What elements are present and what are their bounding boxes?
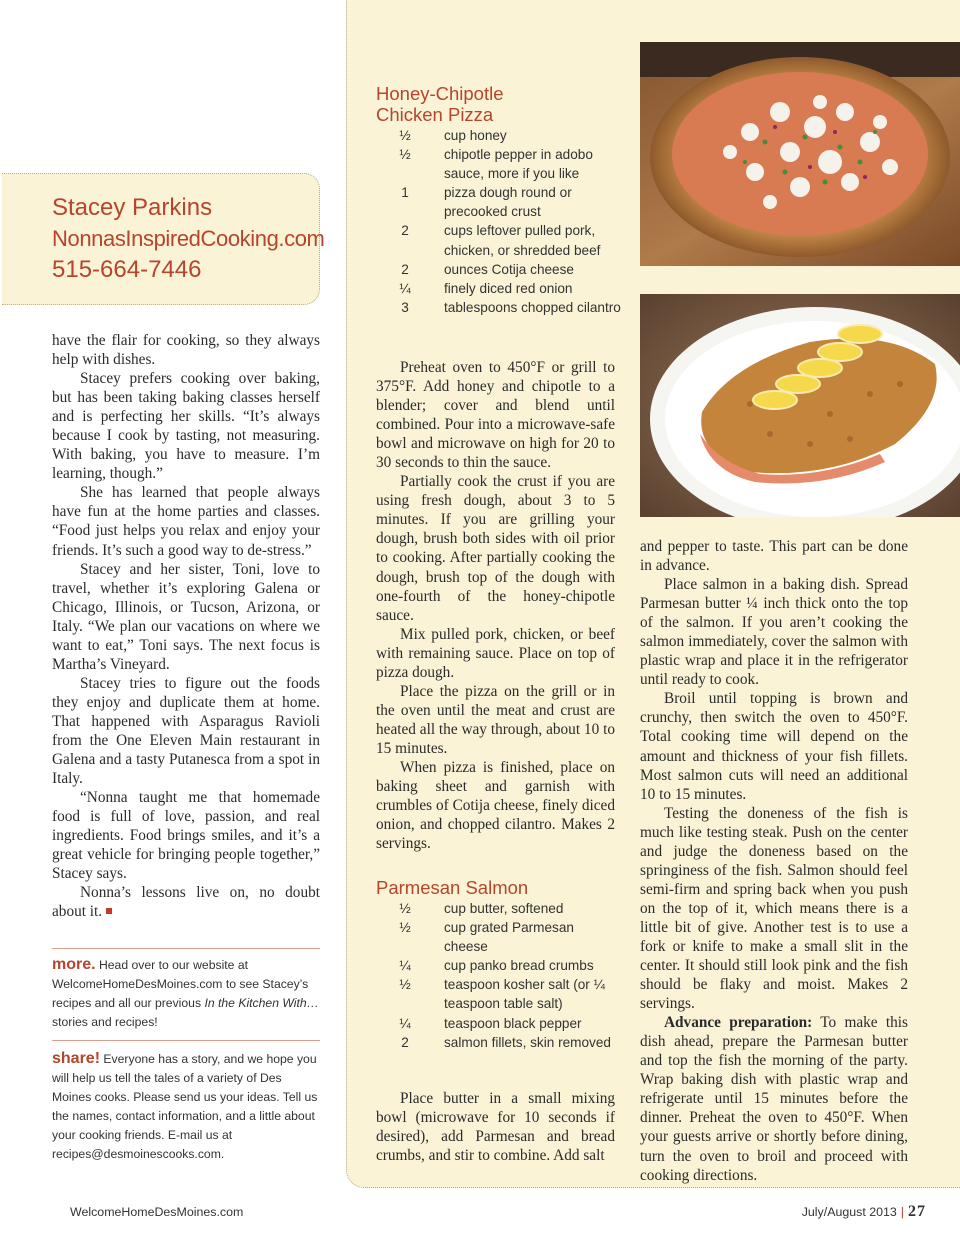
- more-keyword: more.: [52, 956, 96, 973]
- divider: [52, 1040, 320, 1041]
- ingredient-text: finely diced red onion: [444, 280, 573, 296]
- ingredient-text: cup butter, softened: [444, 901, 564, 916]
- direction-paragraph: Testing the doneness of the fish is much like testing steak. Push on the center and judge the doneness based on the springiness of the fish. Salmon should feel semi-firm and spring back when you push on the top of it, which means there is a little bit of give. Another test is to use a fork or knife to make a small slit in the center. It should still look pink and the fish should be flaky and moist. Makes 2 servings.: [640, 804, 908, 1013]
- ingredient-text: teaspoon black pepper: [444, 1015, 582, 1031]
- ingredient-row: [376, 1014, 621, 1033]
- article-body: [52, 331, 320, 921]
- ingredient-qty: ½: [399, 128, 411, 143]
- contact-phone: 515-664-7446: [52, 256, 202, 283]
- contact-box: [2, 173, 325, 305]
- direction-paragraph: When pizza is finished, place on baking sheet and garnish with crumbles of Cotija cheese, finely diced onion, and chopped cilantro. Makes 2 servings.: [376, 758, 615, 853]
- ingredient-qty: 2: [401, 223, 409, 239]
- ingredient-qty: 3: [401, 299, 409, 315]
- ingredient-text: ounces Cotija cheese: [444, 261, 574, 277]
- pizza-directions: [376, 358, 615, 853]
- ingredient-text: cup honey: [444, 128, 507, 143]
- pizza-title-line-2: Chicken Pizza: [376, 104, 494, 125]
- ingredient-text: chipotle pepper in adobo sauce, more if you like: [444, 147, 593, 182]
- issue-date: July/August 2013: [801, 1205, 897, 1219]
- advance-paragraph: [640, 1013, 908, 1184]
- article-paragraph: She has learned that people always have fun at the home parties and classes. “Food just helps you relax and enjoy your friends. It’s such a good way to de-stress.”: [52, 484, 320, 559]
- ingredient-qty: 2: [401, 1034, 409, 1050]
- direction-paragraph: Mix pulled pork, chicken, or beef with remaining sauce. Place on top of pizza dough.: [376, 625, 615, 681]
- salmon-image: [640, 294, 960, 517]
- salmon-directions: [640, 537, 908, 1185]
- direction-paragraph: Place salmon in a baking dish. Spread Parmesan butter ¼ inch thick onto the top of the salmon. If you aren’t cooking the salmon immediately, cover the salmon with plastic wrap and place it in the refrigerator until ready to cook.: [640, 576, 908, 689]
- pizza-title-line-1: Honey-Chipotle: [376, 83, 504, 104]
- advance-label: Advance preparation:: [664, 1014, 813, 1032]
- direction-paragraph: Broil until topping is brown and crunchy, then switch the oven to 450°F. Total cooking time will depend on the amount and thickness of your fish fillets. Most salmon cuts will need an additional 10 to 15 minutes.: [640, 690, 908, 803]
- ingredient-qty: ½: [399, 901, 411, 916]
- ingredient-row: [376, 279, 621, 298]
- article-paragraph: Stacey tries to figure out the foods they enjoy and duplicate them at home. That happened with Asparagus Ravioli from the One Eleven Main restaurant in Galena and a tasty Putanesca from a spot in Italy.: [52, 674, 320, 788]
- ingredient-qty: 1: [401, 185, 409, 201]
- pizza-recipe-title: [376, 83, 504, 125]
- share-text: Everyone has a story, and we hope you will help us tell the tales of a variety of Des Moines cooks. Please send us your ideas. Tell us the names, contact information, and a little about your cooking friends. E-mail us at recipes@desmoinescooks.com.: [52, 1052, 318, 1162]
- pizza-image: [640, 42, 960, 266]
- more-text-end: stories and recipes!: [52, 1015, 158, 1030]
- ingredient-row: [376, 1033, 621, 1052]
- ingredient-text: cup grated Parmesan cheese: [444, 920, 574, 955]
- page-number: 27: [908, 1203, 926, 1220]
- share-note: [52, 1049, 322, 1165]
- article-paragraph: “Nonna taught me that homemade food is full of love, passion, and real ingredients. Food brings smiles, and it’s a great vehicle for bringing people together,” Stacey says.: [52, 789, 320, 883]
- article-paragraph: Stacey and her sister, Toni, love to travel, whether it’s exploring Galena or Chicago, Illinois, or Tucson, Arizona, or Italy. “We plan our vacations on where we want to eat,” Toni says. The next focus is Martha’s Vineyard.: [52, 560, 320, 673]
- direction-paragraph: and pepper to taste. This part can be done in advance.: [640, 538, 908, 575]
- pizza-photo: [640, 42, 960, 266]
- ingredient-qty: ¼: [399, 958, 411, 974]
- direction-paragraph: Place the pizza on the grill or in the oven until the meat and crust are heated all the way through, about 10 to 15 minutes.: [376, 682, 615, 757]
- more-text: Head over to our website at WelcomeHomeDesMoines.com to see Stacey’s recipes and all our previous: [52, 958, 309, 1011]
- article-paragraph-last: [52, 883, 320, 921]
- contact-name: Stacey Parkins: [52, 194, 213, 221]
- article-paragraph-text: Nonna’s lessons live on, no doubt about it.: [52, 884, 320, 921]
- share-keyword: share!: [52, 1050, 101, 1067]
- contact-website[interactable]: NonnasInspiredCooking.com: [52, 226, 325, 251]
- ingredient-row: [376, 260, 621, 279]
- more-series-name: In the Kitchen With…: [204, 996, 319, 1011]
- ingredient-text: pizza dough round or precooked crust: [444, 185, 572, 220]
- advance-text: To make this dish ahead, prepare the Parmesan butter and top the fish the morning of the party. Wrap baking dish with plastic wrap and refrigerate until 15 minutes before the dinner. Preheat the oven to 450°F. When your guests arrive or shortly before dining, turn the oven to broil and proceed with cooking directions.: [640, 1014, 908, 1184]
- ingredient-text: tablespoons chopped cilantro: [444, 299, 621, 315]
- more-note: [52, 955, 322, 1032]
- end-mark-icon: [106, 908, 112, 914]
- ingredient-row: [376, 126, 621, 145]
- ingredient-text: cup panko bread crumbs: [444, 958, 594, 974]
- ingredient-row: [376, 975, 621, 1013]
- ingredient-qty: ¼: [399, 280, 411, 296]
- ingredient-row: [376, 221, 621, 259]
- ingredient-row: [376, 956, 621, 975]
- ingredient-row: [376, 918, 621, 956]
- salmon-directions-start: [376, 1089, 615, 1165]
- ingredient-qty: ¼: [399, 1015, 411, 1031]
- ingredient-text: salmon fillets, skin removed: [444, 1034, 611, 1050]
- article-paragraph: have the flair for cooking, so they always help with dishes.: [52, 332, 320, 369]
- footer-issue: [802, 1203, 926, 1221]
- ingredient-text: cups leftover pulled pork, chicken, or shredded beef: [444, 223, 601, 258]
- ingredient-qty: 2: [401, 261, 409, 277]
- direction-paragraph: Partially cook the crust if you are using fresh dough, about 3 to 5 minutes. If you are grilling your dough, brush both sides with oil prior to cooking. After partially cooking the dough, brush top of the dough with one-fourth of the honey-chipotle sauce.: [376, 473, 615, 624]
- divider: [52, 948, 320, 949]
- ingredient-row: [376, 298, 621, 317]
- ingredient-text: teaspoon kosher salt (or ¼ teaspoon table salt): [444, 977, 605, 1012]
- footer-separator: |: [900, 1205, 904, 1219]
- direction-paragraph: Place butter in a small mixing bowl (microwave for 10 seconds if desired), add Parmesan and bread crumbs, and stir to combine. Add salt: [376, 1090, 615, 1165]
- salmon-recipe-title: Parmesan Salmon: [376, 877, 529, 898]
- ingredient-qty: ½: [399, 920, 411, 936]
- article-paragraph: Stacey prefers cooking over baking, but has been taking baking classes herself and is perfecting her skills. “It’s always because I cook by tasting, not measuring. With baking, you have to measure. I’m learning, though.”: [52, 370, 320, 483]
- ingredient-qty: ½: [399, 147, 411, 163]
- ingredient-row: [376, 145, 621, 183]
- direction-paragraph: Preheat oven to 450°F or grill to 375°F. Add honey and chipotle to a blender; cover and blend until combined. Pour into a microwave-safe bowl and microwave on high for 20 to 30 seconds to thin the sauce.: [376, 359, 615, 472]
- ingredient-qty: ½: [399, 977, 411, 993]
- ingredient-row: [376, 899, 621, 918]
- ingredient-row: [376, 183, 621, 221]
- salmon-ingredients: [376, 899, 621, 1052]
- pizza-ingredients: [376, 126, 621, 317]
- salmon-photo: [640, 294, 960, 517]
- footer-website[interactable]: WelcomeHomeDesMoines.com: [70, 1205, 244, 1219]
